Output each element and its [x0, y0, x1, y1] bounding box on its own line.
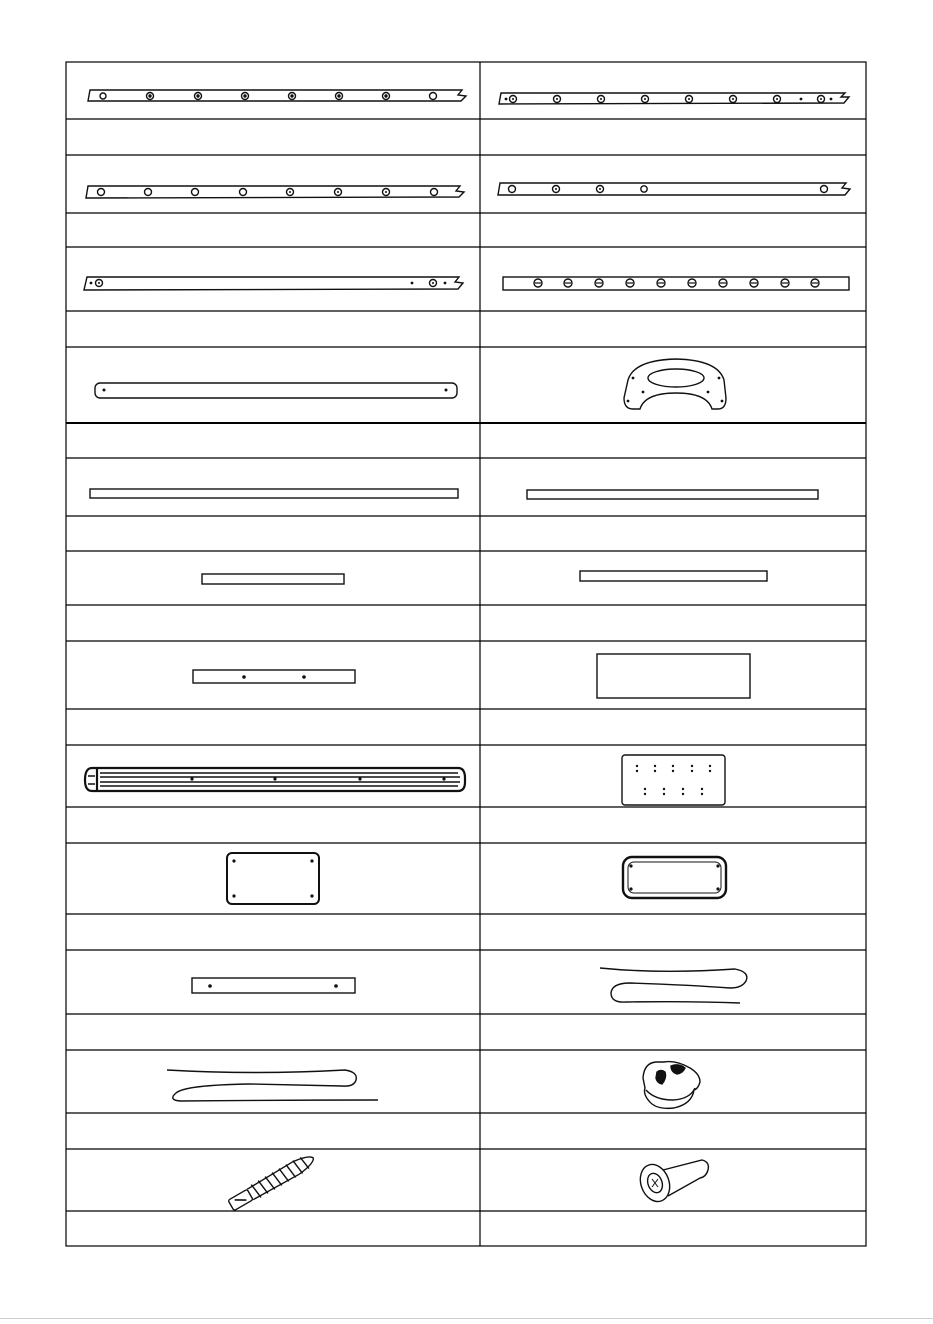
- rounded-bar: [95, 383, 457, 398]
- plate-9-holes: [622, 755, 725, 805]
- rail-long-end-holes: [84, 277, 463, 290]
- page-bottom-rule: [0, 1318, 933, 1319]
- plate-4-holes-rounded: [623, 857, 726, 898]
- slat-10-dowels: [503, 277, 849, 290]
- cam-lock: [643, 1062, 700, 1109]
- flat-bar-long: [90, 489, 458, 498]
- curved-bracket-plate: [624, 359, 726, 409]
- flat-bar-medium: [527, 490, 818, 499]
- plate-4-holes: [227, 853, 319, 904]
- rail-long-4-holes: [498, 183, 850, 195]
- rail-long-8-holes: [88, 90, 466, 101]
- rectangular-board: [597, 654, 750, 698]
- rail-holes: [100, 93, 437, 100]
- allen-key-large: [600, 968, 747, 1003]
- flat-bar-2-holes: [193, 670, 355, 683]
- flat-bar-2-holes-small: [192, 978, 355, 993]
- grooved-rod: [85, 768, 465, 791]
- allen-key-small: [167, 1070, 378, 1101]
- barrel-nut-bolt: [635, 1160, 708, 1206]
- wall-anchor-screw: [227, 1151, 317, 1212]
- flat-bar-short: [202, 574, 344, 584]
- flat-bar-short-wide: [580, 571, 767, 581]
- rail-long-8-open-holes: [86, 186, 464, 198]
- rail-long-8-holes-mirrored: [499, 93, 849, 104]
